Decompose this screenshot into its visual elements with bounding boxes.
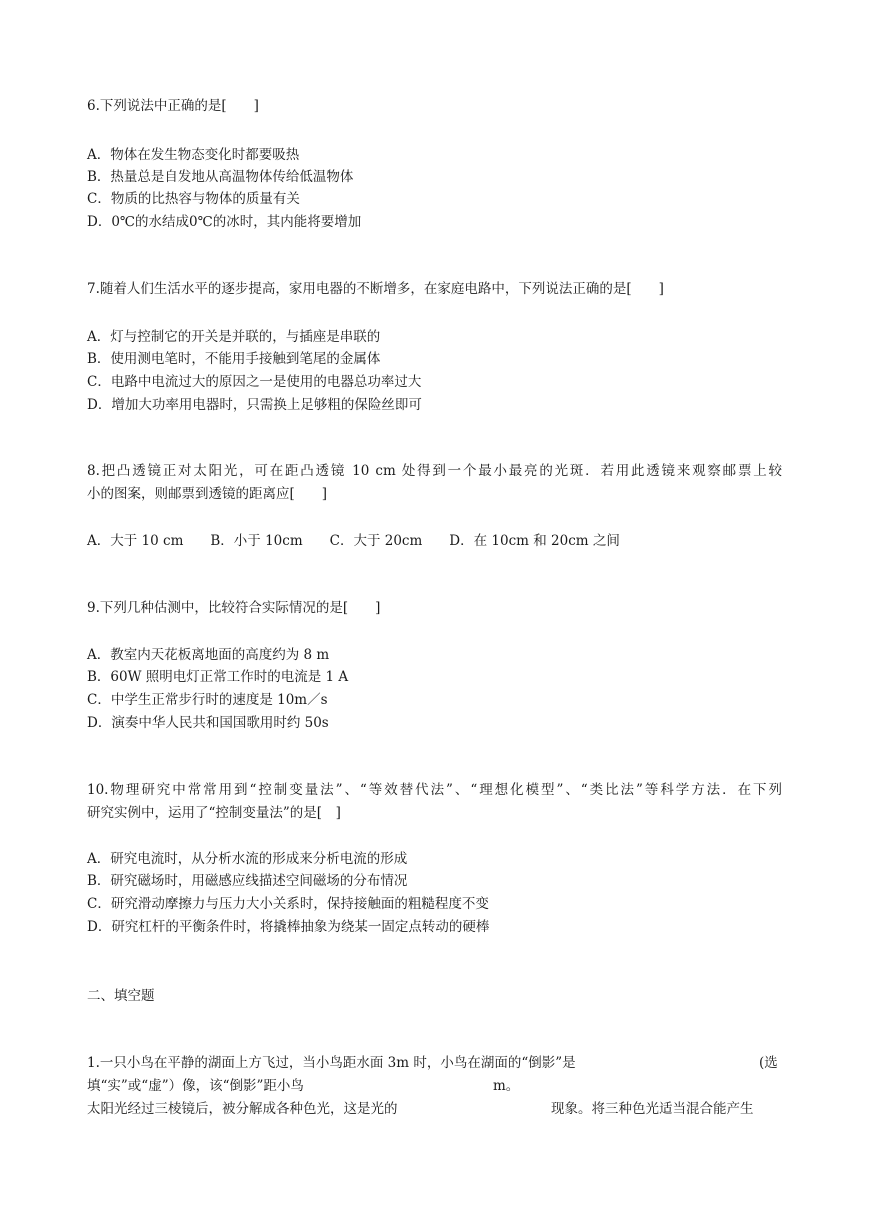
q7-option-a: A．灯与控制它的开关是并联的，与插座是串联的 [87, 329, 381, 345]
q10-stem-line1: 10.物理研究中常常用到“控制变量法”、“等效替代法”、“理想化模型”、“类比法”等科学方法．在下列 [87, 782, 782, 798]
fill1-line3-text: 太阳光经过三棱镜后，被分解成各种色光，这是光的 [87, 1101, 398, 1117]
q10-stem-line2: 研究实例中，运用了“控制变量法”的是[ ] [87, 805, 341, 821]
q9-option-a: A．教室内天花板离地面的高度约为 8 m [87, 647, 330, 663]
q6-option-b: B．热量总是自发地从高温物体传给低温物体 [87, 169, 354, 185]
q7-option-b: B．使用测电笔时，不能用手接触到笔尾的金属体 [87, 351, 381, 367]
q9-option-b: B．60W 照明电灯正常工作时的电流是 1 A [87, 669, 349, 685]
q10-option-c: C．研究滑动摩擦力与压力大小关系时，保持接触面的粗糙程度不变 [87, 896, 489, 912]
q7-option-d: D．增加大功率用电器时，只需换上足够粗的保险丝即可 [87, 397, 422, 413]
fill1-line2-tail: m。 [493, 1078, 520, 1094]
fill1-line2-text: 填“实”或“虚”）像，该“倒影”距小鸟 [87, 1078, 304, 1094]
q6-option-d: D．0℃的水结成0℃的冰时，其内能将要增加 [87, 214, 362, 230]
q9-stem: 9.下列几种估测中，比较符合实际情况的是[ ] [87, 600, 381, 616]
q10-option-b: B．研究磁场时，用磁感应线描述空间磁场的分布情况 [87, 873, 408, 889]
q6-stem: 6.下列说法中正确的是[ ] [87, 98, 259, 114]
q8-stem-line2: 小的图案，则邮票到透镜的距离应[ ] [87, 486, 328, 502]
q9-option-c: C．中学生正常步行时的速度是 10m／s [87, 692, 328, 708]
q9-option-d: D．演奏中华人民共和国国歌用时约 50s [87, 715, 329, 731]
q7-stem: 7.随着人们生活水平的逐步提高，家用电器的不断增多，在家庭电路中，下列说法正确的是[ ] [87, 281, 664, 297]
fill1-line1-text: 1.一只小鸟在平静的湖面上方飞过，当小鸟距水面 3m 时，小鸟在湖面的“倒影”是 [87, 1055, 576, 1071]
q8-stem-line1: 8.把凸透镜正对太阳光，可在距凸透镜 10 cm 处得到一个最小最亮的光斑．若用此透镜来观察邮票上较 [87, 463, 782, 479]
q10-option-a: A．研究电流时，从分析水流的形成来分析电流的形成 [87, 851, 408, 867]
fill1-line1-tail: (选 [759, 1055, 778, 1071]
q8-options: A．大于 10 cm B．小于 10cm C．大于 20cm D．在 10cm 和 20cm 之间 [87, 533, 620, 549]
q7-option-c: C．电路中电流过大的原因之一是使用的电器总功率过大 [87, 374, 422, 390]
q6-option-c: C．物质的比热容与物体的质量有关 [87, 191, 300, 207]
fill1-line3-tail: 现象。将三种色光适当混合能产生 [551, 1101, 754, 1117]
section-title: 二、填空题 [87, 988, 155, 1004]
q10-option-d: D．研究杠杆的平衡条件时，将撬棒抽象为绕某一固定点转动的硬棒 [87, 919, 490, 935]
q6-option-a: A．物体在发生物态变化时都要吸热 [87, 147, 300, 163]
